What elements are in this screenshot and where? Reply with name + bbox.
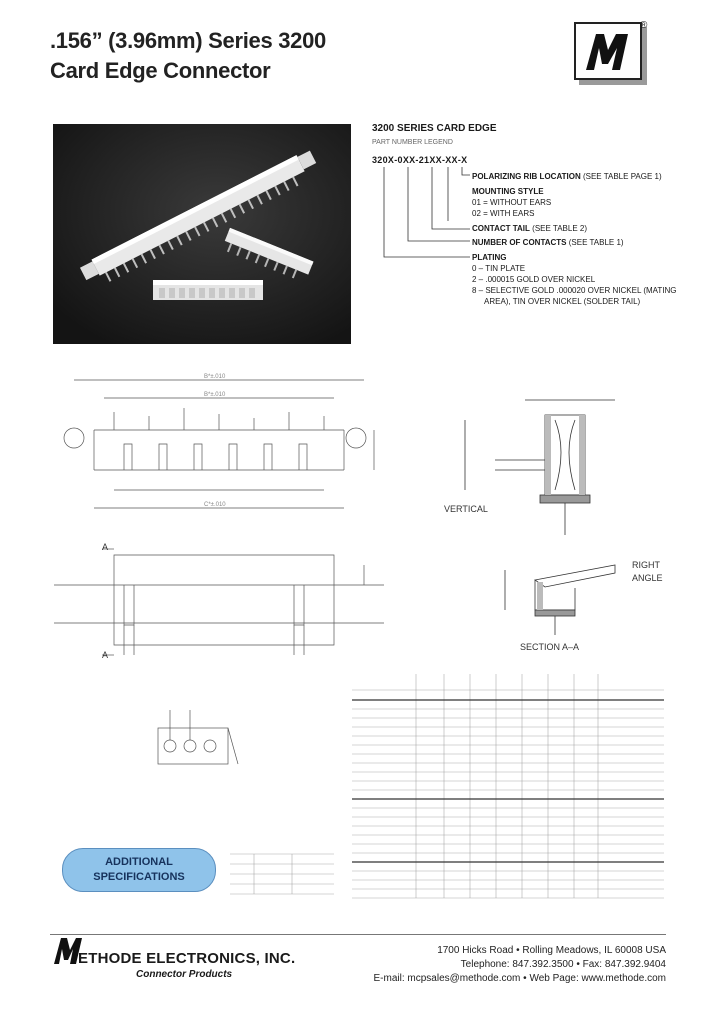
- legend-mounting-02: 02 = WITH EARS: [472, 209, 535, 218]
- svg-text:C*±.010: C*±.010: [204, 502, 226, 508]
- legend-subtitle: PART NUMBER LEGEND: [372, 139, 453, 146]
- registered-mark: ®: [640, 20, 648, 31]
- right-angle-label-1: RIGHT: [632, 560, 660, 570]
- legend-plating-0: 0 – TIN PLATE: [472, 264, 526, 273]
- connector-photo-image: [53, 124, 351, 344]
- top-view-drawing: [54, 370, 384, 530]
- right-angle-label-2: ANGLE: [632, 573, 663, 583]
- legend-mounting: MOUNTING STYLE: [472, 187, 544, 196]
- footer-divider: [50, 934, 666, 935]
- company-name: ETHODE ELECTRONICS, INC.: [78, 950, 296, 967]
- legend-leader-lines: [372, 165, 472, 260]
- page-subtitle: Card Edge Connector: [50, 58, 271, 83]
- legend-plating-8b: AREA), TIN OVER NICKEL (SOLDER TAIL): [484, 297, 641, 306]
- legend-mounting-01: 01 = WITHOUT EARS: [472, 198, 552, 207]
- additional-line1: ADDITIONAL: [105, 856, 173, 868]
- legend-plating-2: 2 – .000015 GOLD OVER NICKEL: [472, 275, 596, 284]
- right-angle-section-drawing: [455, 550, 655, 640]
- additional-line2: SPECIFICATIONS: [93, 871, 185, 883]
- division-name: Connector Products: [136, 969, 233, 980]
- svg-text:B*±.010: B*±.010: [204, 392, 226, 398]
- pc-board-layout-drawing: [150, 690, 245, 780]
- legend-polarizing: POLARIZING RIB LOCATION (SEE TABLE PAGE 1): [472, 172, 662, 181]
- cut-label-a-bottom: A: [102, 650, 109, 660]
- legend-plating: PLATING: [472, 253, 507, 262]
- table-1-dimensions: [352, 668, 664, 904]
- footer-address: 1700 Hicks Road • Rolling Meadows, IL 60008 USA: [437, 945, 666, 956]
- side-view-drawing: [54, 535, 384, 665]
- methode-m-icon: [582, 30, 634, 72]
- additional-specifications-button[interactable]: [62, 848, 216, 892]
- section-a-a-label: SECTION A–A: [520, 642, 580, 652]
- part-number-code: 320X-0XX-21XX-XX-X: [372, 155, 468, 165]
- product-photo: [53, 124, 351, 344]
- vertical-label: VERTICAL: [444, 504, 488, 514]
- legend-num-contacts: NUMBER OF CONTACTS (SEE TABLE 1): [472, 238, 624, 247]
- svg-text:B*±.010: B*±.010: [204, 374, 226, 380]
- page-title: .156” (3.96mm) Series 3200: [50, 28, 326, 53]
- legend-plating-8a: 8 – SELECTIVE GOLD .000020 OVER NICKEL (MATING: [472, 286, 677, 295]
- methode-logo: [574, 22, 642, 80]
- table-2-contact-tail: [230, 842, 334, 902]
- legend-title: 3200 SERIES CARD EDGE: [372, 123, 497, 134]
- footer-web[interactable]: E-mail: mcpsales@methode.com • Web Page: www.methode.com: [373, 973, 666, 984]
- footer-phone: Telephone: 847.392.3500 • Fax: 847.392.9404: [460, 959, 666, 970]
- legend-contact-tail: CONTACT TAIL (SEE TABLE 2): [472, 224, 587, 233]
- cut-label-a-top: A: [102, 542, 109, 552]
